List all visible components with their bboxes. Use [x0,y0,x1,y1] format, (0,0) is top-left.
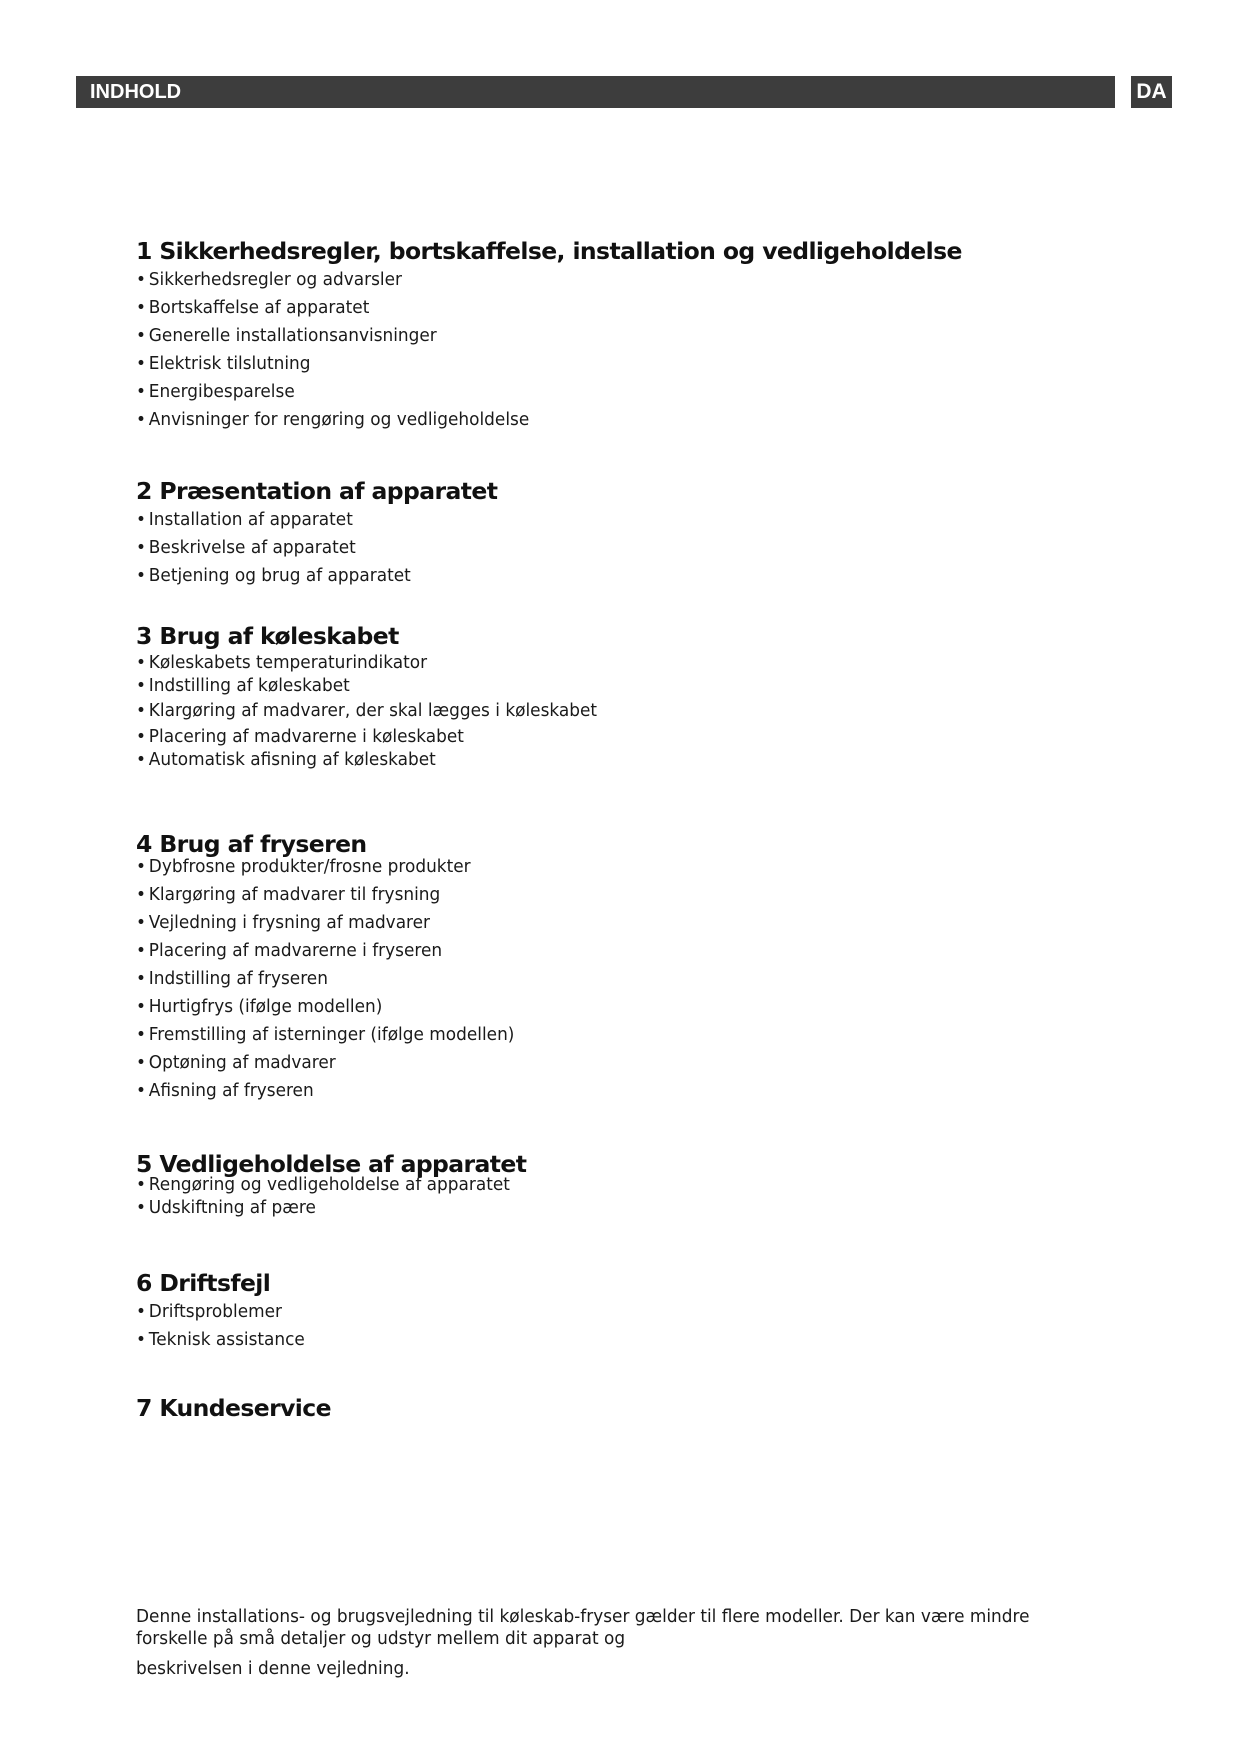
list-item: • Optøning af madvarer [136,1049,514,1077]
header-title: INDHOLD [90,81,182,103]
section-heading: 3 Brug af køleskabet [136,622,399,650]
list-item: • Sikkerhedsregler og advarsler [136,266,912,294]
list-item: • Automatisk afisning af køleskabet [136,748,597,771]
toc-section-1 [136,236,962,434]
list-item: • Placering af madvarerne i fryseren [136,937,514,965]
toc-section-4 [136,829,539,1105]
list-item: • Rengøring og vedligeholdelse af apparatet [136,1173,510,1196]
list-item: • Indstilling af fryseren [136,965,514,993]
list-item: • Anvisninger for rengøring og vedligeholdelse [136,406,912,434]
list-item: • Indstilling af køleskabet [136,674,597,697]
list-item: • Teknisk assistance [136,1326,305,1354]
toc-section-2 [136,476,497,590]
section-heading: 2 Præsentation af apparatet [136,477,498,505]
list-item: • Klargøring af madvarer, der skal lægges i køleskabet [136,697,597,725]
list-item: • Fremstilling af isterninger (ifølge modellen) [136,1021,514,1049]
list-item: • Placering af madvarerne i køleskabet [136,725,597,748]
toc-section-3 [136,621,627,771]
list-item: • Dybfrosne produkter/frosne produkter [136,853,514,881]
list-item: • Driftsproblemer [136,1298,305,1326]
list-item: • Energibesparelse [136,378,912,406]
list-item: • Bortskaffelse af apparatet [136,294,912,322]
toc-section-6 [136,1268,316,1354]
header-bar [76,76,1115,108]
list-item: • Vejledning i frysning af madvarer [136,909,514,937]
section-items [136,266,962,434]
section-items [136,1298,316,1354]
list-item: • Udskiftning af pære [136,1196,510,1219]
section-heading: 5 Vedligeholdelse af apparatet [136,1150,527,1178]
toc-section-7 [136,1393,331,1423]
section-heading: 7 Kundeservice [136,1394,331,1422]
list-item: • Betjening og brug af apparatet [136,562,476,590]
section-heading: 4 Brug af fryseren [136,830,367,858]
list-item: • Afisning af fryseren [136,1077,514,1105]
section-heading: 1 Sikkerhedsregler, bortskaffelse, installation og vedligeholdelse [136,237,962,265]
list-item: • Installation af apparatet [136,506,476,534]
language-badge: DA [1131,76,1172,108]
footer-note-line-1: Denne installations- og brugsvejledning til køleskab-fryser gælder til flere modeller. Der kan være mindre forskelle på små detaljer og udstyr mellem dit apparat og [136,1606,1030,1649]
section-items [136,651,627,771]
footer-note-line-2: beskrivelsen i denne vejledning. [136,1658,410,1679]
section-items [136,1173,534,1219]
list-item: • Beskrivelse af apparatet [136,534,476,562]
section-items [136,506,497,590]
list-item: • Køleskabets temperaturindikator [136,651,597,674]
list-item: • Elektrisk tilslutning [136,350,912,378]
list-item: • Hurtigfrys (ifølge modellen) [136,993,514,1021]
footer-note [136,1606,1136,1680]
toc-section-5 [136,1149,534,1219]
section-items [136,853,539,1105]
list-item: • Klargøring af madvarer til frysning [136,881,514,909]
section-heading: 6 Driftsfejl [136,1269,271,1297]
list-item: • Generelle installationsanvisninger [136,322,912,350]
